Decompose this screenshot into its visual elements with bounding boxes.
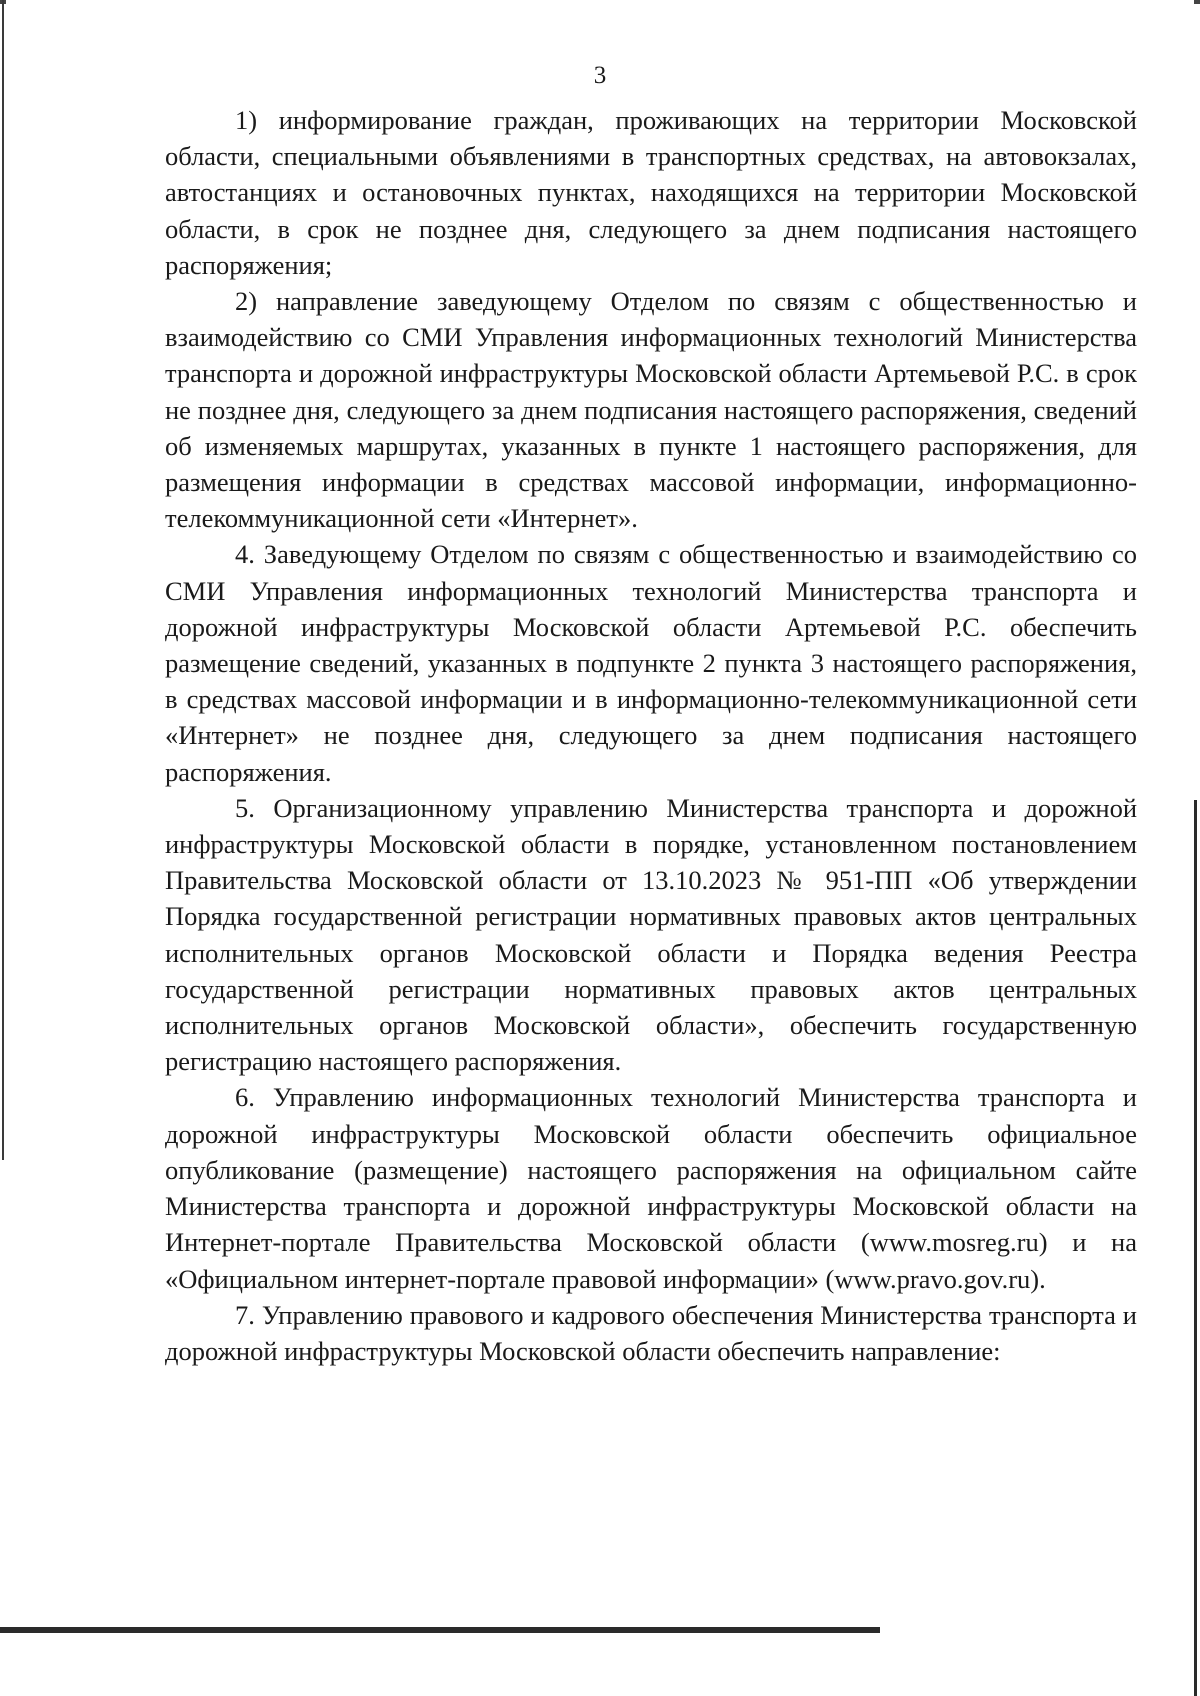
- paragraph-item-4: 4. Заведующему Отделом по связям с общественностью и взаимодействию со СМИ Управления информационных технологий Министерства транспорта и дорожной инфраструктуры Московской области Артемьевой Р.С. обеспечить размещение сведений, указанных в подпункте 2 пункта 3 настоящего распоряжения, в средствах массовой информации и в информационно-телекоммуникационной сети «Интернет» не позднее дня, следующего за днем подписания настоящего распоряжения.: [165, 539, 1137, 787]
- scan-edge-right: [1194, 800, 1197, 1696]
- paragraph-subitem-1: 1) информирование граждан, проживающих на территории Московской области, специальными объявлениями в транспортных средствах, на автовокзалах, автостанциях и остановочных пунктах, находящихся на территории Московской области, в срок не позднее дня, следующего за днем подписания настоящего распоряжения;: [165, 105, 1137, 280]
- scan-edge-bottom: [0, 1627, 880, 1633]
- scan-edge-left: [2, 0, 4, 1160]
- scan-edge-top-right: [1194, 0, 1200, 4]
- paragraph-item-7: 7. Управлению правового и кадрового обеспечения Министерства транспорта и дорожной инфраструктуры Московской области обеспечить направление:: [165, 1299, 1137, 1366]
- paragraph-item-5: 5. Организационному управлению Министерства транспорта и дорожной инфраструктуры Московской области в порядке, установленном постановлением Правительства Московской области от 13.10.2023 № 951-ПП «Об утверждении Порядка государственной регистрации нормативных правовых актов центральных исполнительных органов Московской области и Порядка ведения Реестра государственной регистрации нормативных правовых актов центральных исполнительных органов Московской области», обеспечить государственную регистрацию настоящего распоряжения.: [165, 792, 1137, 1077]
- paragraph-subitem-2: 2) направление заведующему Отделом по связям с общественностью и взаимодействию со СМИ Управления информационных технологий Министерства транспорта и дорожной инфраструктуры Московской области Артемьевой Р.С. в срок не позднее дня, следующего за днем подписания настоящего распоряжения, сведений об изменяемых маршрутах, указанных в пункте 1 настоящего распоряжения, для размещения информации в средствах массовой информации, информационно-телекоммуникационной сети «Интернет».: [165, 286, 1137, 534]
- paragraph-item-6: 6. Управлению информационных технологий Министерства транспорта и дорожной инфраструктуры Московской области обеспечить официальное опубликование (размещение) настоящего распоряжения на официальном сайте Министерства транспорта и дорожной инфраструктуры Московской области на Интернет-портале Правительства Московской области (www.mosreg.ru) и на «Официальном интернет-портале правовой информации» (www.pravo.gov.ru).: [165, 1082, 1137, 1294]
- page-number: 3: [593, 62, 607, 89]
- document-body: [165, 102, 1137, 1369]
